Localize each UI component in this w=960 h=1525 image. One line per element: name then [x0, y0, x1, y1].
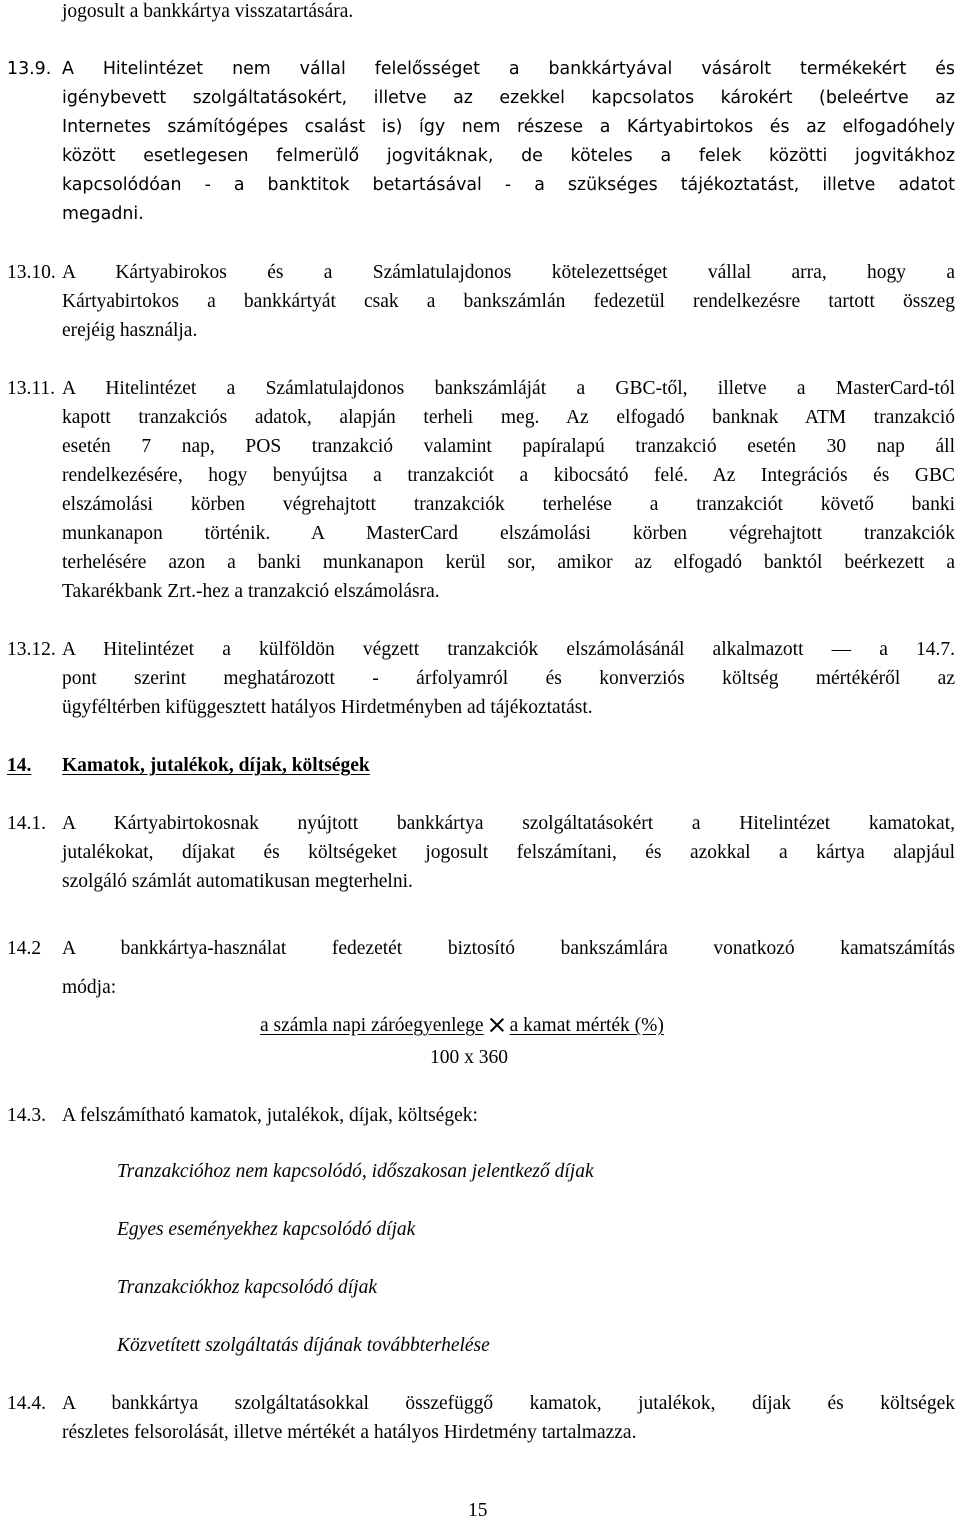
section-14-3-text: A felszámítható kamatok, jutalékok, díjak, költségek: — [62, 1105, 478, 1126]
formula-numerator — [260, 1011, 664, 1040]
fee-category-item: Tranzakcióhoz nem kapcsolódó, időszakosan jelentkező díjak — [117, 1161, 594, 1182]
section-number-13-11: 13.11. — [7, 378, 56, 399]
fee-category-item: Közvetített szolgáltatás díjának továbbterhelése — [117, 1335, 490, 1356]
formula-denominator: 100 x 360 — [430, 1047, 508, 1068]
multiply-icon — [490, 1018, 504, 1032]
section-number-14: 14. — [7, 755, 32, 776]
section-13-9-line: között esetlegesen felmerülő jogvitáknak, de köteles a felek közötti jogvitákhoz — [62, 146, 955, 166]
section-13-11-line: A Hitelintézet a Számlatulajdonos bankszámláját a GBC-től, illetve a MasterCard-tól — [62, 378, 955, 399]
section-13-9-line: A Hitelintézet nem vállal felelősséget a bankkártyával vásárolt termékekért és — [62, 59, 955, 79]
formula-numerator-left: a számla napi záróegyenlege — [260, 1015, 484, 1036]
section-14-2-line: módja: — [62, 977, 117, 998]
fee-category-item: Egyes eseményekhez kapcsolódó díjak — [117, 1219, 416, 1240]
section-14-4-line: részletes felsorolását, illetve mértékét a hatályos Hirdetmény tartalmazza. — [62, 1422, 637, 1443]
section-13-11-line: elszámolási körben végrehajtott tranzakciók terhelése a tranzakciót követő banki — [62, 494, 955, 515]
section-13-12-line: pont szerint meghatározott - árfolyamról és konverziós költség mértékéről az — [62, 668, 955, 689]
section-13-11-line: kapott tranzakciós adatok, alapján terheli meg. Az elfogadó banknak ATM tranzakció — [62, 407, 955, 428]
section-number-14-4: 14.4. — [7, 1393, 46, 1414]
section-13-10-line: erejéig használja. — [62, 320, 198, 341]
page-number: 15 — [468, 1500, 488, 1521]
section-number-14-1: 14.1. — [7, 813, 46, 834]
section-13-12-line: ügyféltérben kifüggesztett hatályos Hirdetményben ad tájékoztatást. — [62, 697, 593, 718]
fee-category-item: Tranzakciókhoz kapcsolódó díjak — [117, 1277, 377, 1298]
section-13-12-line: A Hitelintézet a külföldön végzett tranzakciók elszámolásánál alkalmazott — a 14.7. — [62, 639, 955, 660]
section-13-11-line: munkanapon történik. A MasterCard elszámolási körben végrehajtott tranzakciók — [62, 523, 955, 544]
section-number-13-9: 13.9. — [7, 59, 52, 79]
section-13-11-line: terhelésére azon a banki munkanapon kerül sor, amikor az elfogadó banktól beérkezett a — [62, 552, 955, 573]
section-13-9-line: igénybevett szolgáltatásokért, illetve az ezekkel kapcsolatos károkért (beleértve az — [62, 88, 955, 108]
section-14-heading: Kamatok, jutalékok, díjak, költségek — [62, 755, 370, 776]
section-14-1-line: A Kártyabirtokosnak nyújtott bankkártya szolgáltatásokért a Hitelintézet kamatokat, — [62, 813, 955, 834]
section-14-2-line: A bankkártya-használat fedezetét biztosító bankszámlára vonatkozó kamatszámítás — [62, 938, 955, 959]
section-14-4-line: A bankkártya szolgáltatásokkal összefüggő kamatok, jutalékok, díjak és költségek — [62, 1393, 955, 1414]
section-13-11-line: esetén 7 nap, POS tranzakció valamint papíralapú tranzakció esetén 30 nap áll — [62, 436, 955, 457]
section-13-9-line: Internetes számítógépes csalást is) így nem részese a Kártyabirtokos és az elfogadóhely — [62, 117, 955, 137]
section-13-10-line: A Kártyabirokos és a Számlatulajdonos kötelezettséget vállal arra, hogy a — [62, 262, 955, 283]
section-number-13-10: 13.10. — [7, 262, 56, 283]
section-number-14-2: 14.2 — [7, 938, 42, 959]
section-13-9-line: megadni. — [62, 204, 144, 224]
section-number-13-12: 13.12. — [7, 639, 56, 660]
section-number-14-3: 14.3. — [7, 1105, 46, 1126]
section-13-9-line: kapcsolódóan - a banktitok betartásával - a szükséges tájékoztatást, illetve adatot — [62, 175, 955, 195]
section-13-11-line: Takarékbank Zrt.-hez a tranzakció elszámolásra. — [62, 581, 440, 602]
section-14-1-line: szolgáló számlát automatikusan megterhelni. — [62, 871, 413, 892]
intro-text: jogosult a bankkártya visszatartására. — [62, 1, 354, 22]
formula-numerator-right: a kamat mérték (%) — [509, 1015, 664, 1036]
section-13-11-line: rendelkezésére, hogy benyújtsa a tranzakciót a kibocsátó felé. Az Integrációs és GBC — [62, 465, 955, 486]
section-14-1-line: jutalékokat, díjakat és költségeket jogosult felszámítani, és azokkal a kártya alapjául — [62, 842, 955, 863]
section-13-10-line: Kártyabirtokos a bankkártyát csak a bankszámlán fedezetül rendelkezésre tartott összeg — [62, 291, 955, 312]
